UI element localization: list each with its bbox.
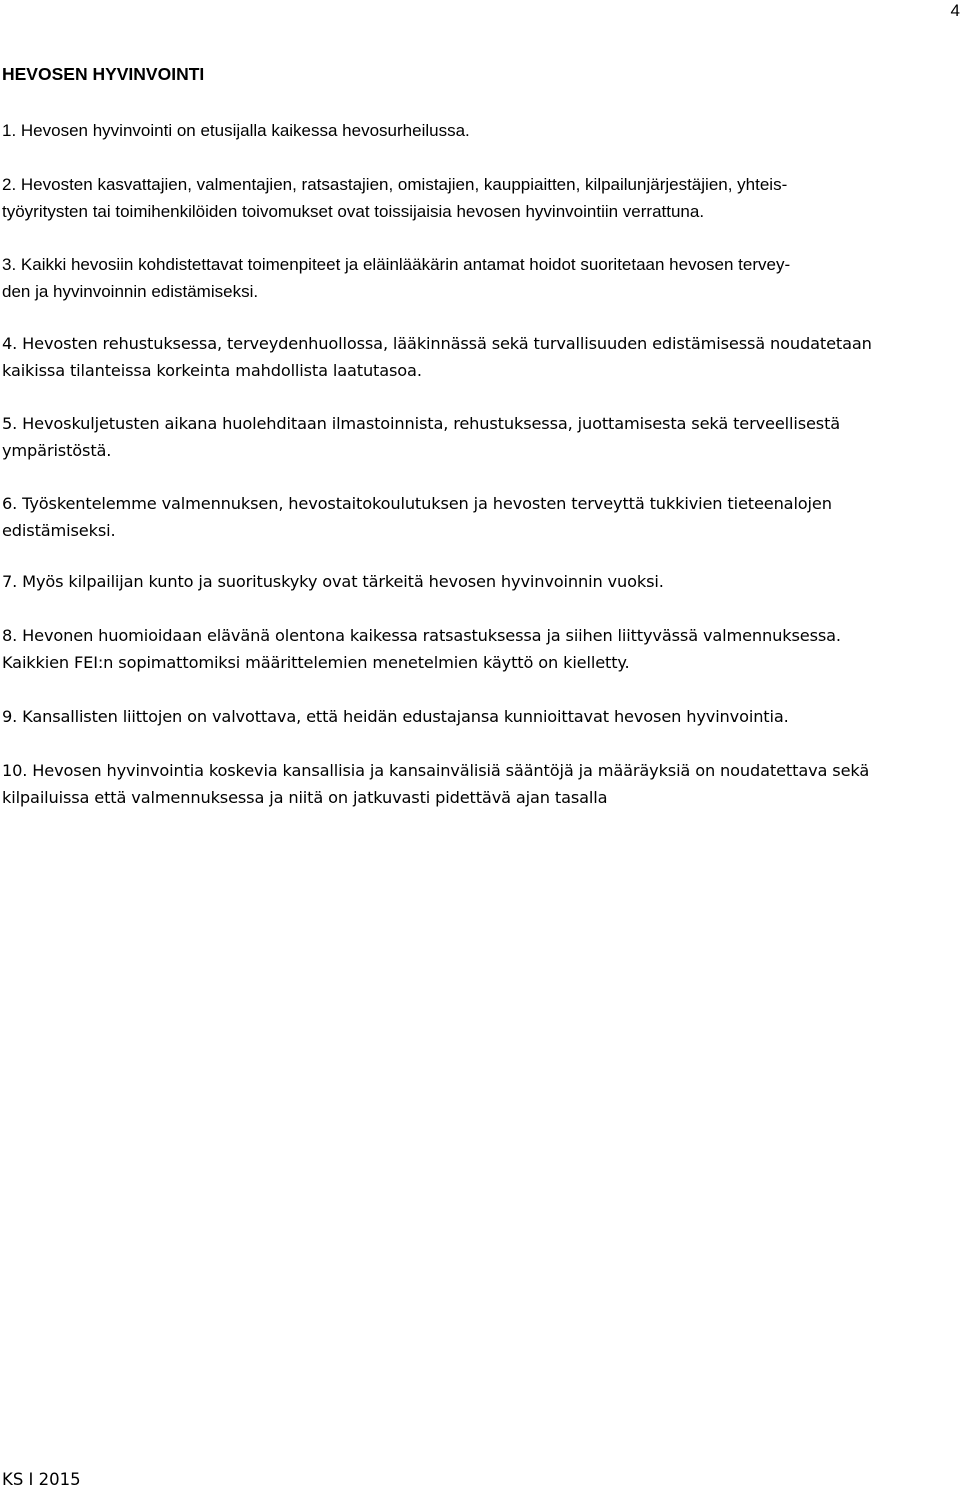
list-item-line: kaikissa tilanteissa korkeinta mahdollista laatutasoa.	[2, 361, 422, 380]
list-item-2	[2, 171, 787, 225]
list-item-line: 10. Hevosen hyvinvointia koskevia kansallisia ja kansainvälisiä sääntöjä ja määräyksiä on noudatettava sekä	[2, 761, 870, 780]
list-item-line: 3. Kaikki hevosiin kohdistettavat toimenpiteet ja eläinlääkärin antamat hoidot suoritetaan hevosen tervey-	[2, 255, 791, 274]
list-item-line: edistämiseksi.	[2, 521, 116, 540]
list-item-line: 7. Myös kilpailijan kunto ja suorituskyky ovat tärkeitä hevosen hyvinvoinnin vuoksi.	[2, 572, 664, 591]
list-item-line: ympäristöstä.	[2, 441, 112, 460]
list-item-line: 5. Hevoskuljetusten aikana huolehditaan ilmastoinnista, rehustuksessa, juottamisesta sekä terveellisestä	[2, 414, 841, 433]
list-item-1	[2, 117, 470, 144]
list-item-4	[2, 330, 872, 384]
list-item-line: 2. Hevosten kasvattajien, valmentajien, ratsastajien, omistajien, kauppiaitten, kilpailunjärjestäjien, yhteis-	[2, 175, 788, 194]
list-item-7	[2, 568, 664, 595]
list-item-line: den ja hyvinvoinnin edistämiseksi.	[2, 282, 259, 301]
list-item-5	[2, 410, 840, 464]
list-item-line: kilpailuissa että valmennuksessa ja niitä on jatkuvasti pidettävä ajan tasalla	[2, 788, 608, 807]
footer-label: KS I 2015	[2, 1470, 81, 1489]
list-item-line: Kaikkien FEI:n sopimattomiksi määrittelemien menetelmien käyttö on kielletty.	[2, 653, 630, 672]
list-item-6	[2, 490, 832, 544]
list-item-line: 8. Hevonen huomioidaan elävänä olentona kaikessa ratsastuksessa ja siihen liittyvässä valmennuksessa.	[2, 626, 841, 645]
list-item-9	[2, 703, 789, 730]
list-item-10	[2, 757, 869, 811]
list-item-line: 9. Kansallisten liittojen on valvottava, että heidän edustajansa kunnioittavat hevosen hyvinvointia.	[2, 707, 789, 726]
list-item-line: 6. Työskentelemme valmennuksen, hevostaitokoulutuksen ja hevosten terveyttä tukkivien tieteenalojen	[2, 494, 832, 513]
list-item-8	[2, 622, 841, 676]
list-item-3	[2, 251, 790, 305]
list-item-line: työyritysten tai toimihenkilöiden toivomukset ovat toissijaisia hevosen hyvinvointiin verrattuna.	[2, 202, 705, 221]
list-item-line: 1. Hevosen hyvinvointi on etusijalla kaikessa hevosurheilussa.	[2, 121, 470, 140]
document-title: HEVOSEN HYVINVOINTI	[2, 64, 205, 84]
page-number: 4	[950, 1, 960, 20]
list-item-line: 4. Hevosten rehustuksessa, terveydenhuollossa, lääkinnässä sekä turvallisuuden edistämisessä noudatetaan	[2, 334, 872, 353]
